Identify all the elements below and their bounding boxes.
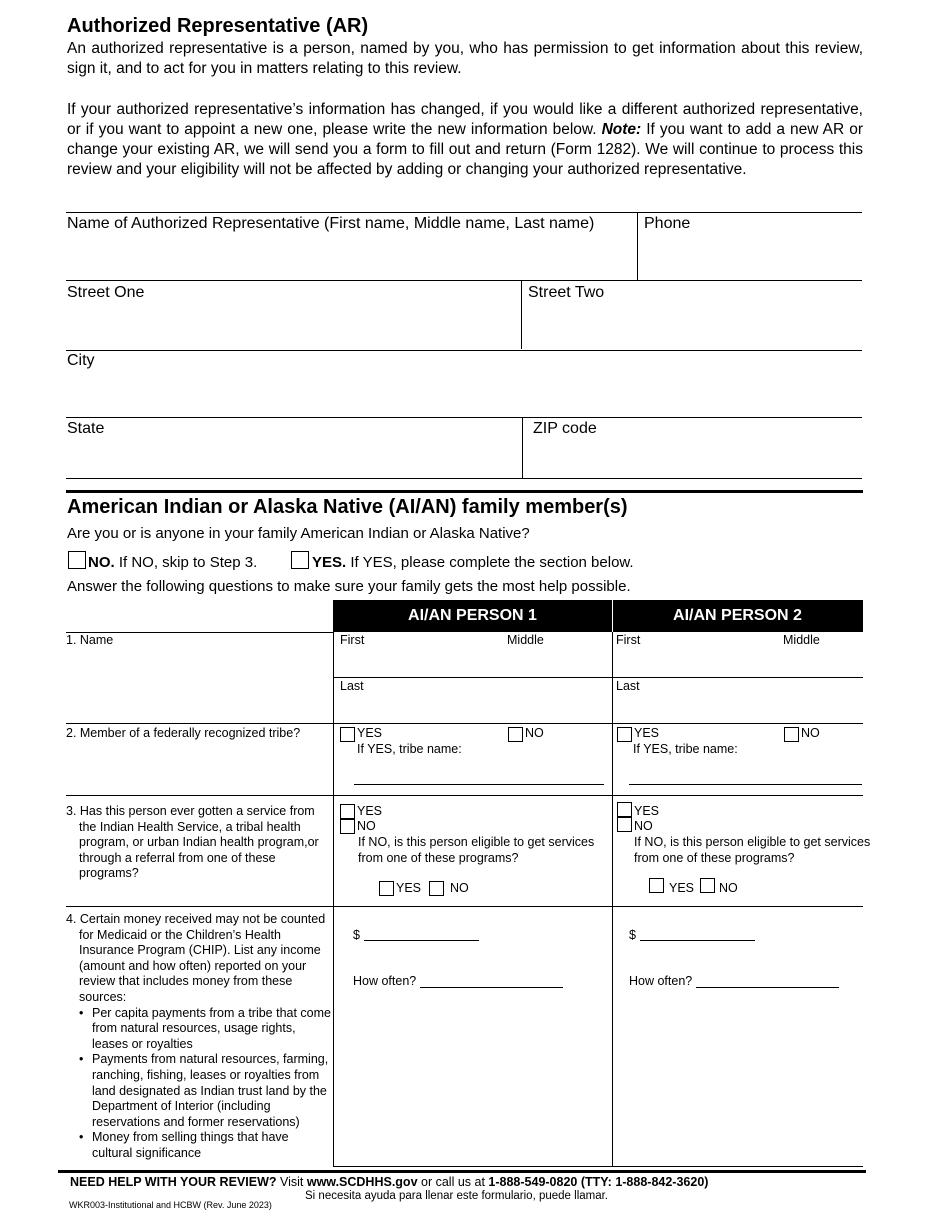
footer-phone: 1-888-549-0820 (TTY: 1-888-842-3620) xyxy=(488,1175,709,1189)
aian-no-checkbox[interactable] xyxy=(68,551,86,569)
footer-help: NEED HELP WITH YOUR REVIEW? Visit www.SCDHHS.gov or call us at 1-888-549-0820 (TTY: 1-888-842-3620) xyxy=(70,1175,709,1189)
ar-phone-label: Phone xyxy=(644,215,691,232)
p1-tribe-no-label: NO xyxy=(525,726,544,740)
p2-amount-field[interactable] xyxy=(640,940,755,941)
person1-header: AI/AN PERSON 1 xyxy=(333,600,612,632)
ar-street-two-field[interactable] xyxy=(524,304,860,348)
ar-city-field[interactable] xyxy=(66,372,860,416)
p1-tribe-yes-label: YES xyxy=(357,726,383,740)
p2-eligible-no-label: NO xyxy=(719,881,738,895)
ar-phone-field[interactable] xyxy=(640,236,860,278)
q4-bullet: • Money from selling things that have cultural significance xyxy=(92,1130,331,1161)
p2-eligible-yes-label: YES xyxy=(669,881,695,895)
q1-label: 1. Name xyxy=(66,633,114,647)
p1-how-often-field[interactable] xyxy=(420,987,563,988)
p2-tribe-no-label: NO xyxy=(801,726,820,740)
q4-bullets xyxy=(66,1006,331,1162)
ar-city-label: City xyxy=(67,352,95,369)
p1-eligible-yes-label: YES xyxy=(396,881,422,895)
p1-tribe-name-label: If YES, tribe name: xyxy=(357,742,462,756)
p2-eligible-yes-checkbox[interactable] xyxy=(649,878,664,893)
aian-instruction: Answer the following questions to make sure your family gets the most help possible. xyxy=(67,578,631,595)
p2-tribe-name-field[interactable] xyxy=(629,784,862,785)
ar-zip-label: ZIP code xyxy=(533,420,597,437)
aian-no-option: NO. If NO, skip to Step 3. xyxy=(88,554,258,571)
p1-ihs-yes-label: YES xyxy=(357,804,383,818)
p1-tribe-name-field[interactable] xyxy=(354,784,604,785)
ar-instructions: If your authorized representative’s information has changed, if you would like a different authorized representative, or if you want to appoint a new one, please write the new information below. Note: If you want to add a new AR or change your existing AR, we will send you a form to fill out and return (Form 1282). We will continue to process this review and your eligibility will not be affected by adding or changing your authorized representative. xyxy=(67,101,863,178)
p1-ihs-no-checkbox[interactable] xyxy=(340,819,355,834)
p1-middle-label: Middle xyxy=(507,633,544,647)
p1-eligible-no-checkbox[interactable] xyxy=(429,881,444,896)
p2-ihs-no-checkbox[interactable] xyxy=(617,817,632,832)
p2-middle-label: Middle xyxy=(783,633,820,647)
p2-last-field[interactable] xyxy=(614,695,861,721)
q4-block xyxy=(66,912,331,1162)
q3-label: 3. Has this person ever gotten a service from the Indian Health Service, a tribal health program, or urban Indian health program,or through a referral from one of these programs? xyxy=(66,804,319,881)
p2-tribe-no-checkbox[interactable] xyxy=(784,727,799,742)
aian-yes-option: YES. If YES, please complete the section below. xyxy=(312,554,634,571)
ar-zip-field[interactable] xyxy=(525,440,860,476)
p1-ihs-yes-checkbox[interactable] xyxy=(340,804,355,819)
aian-yes-checkbox[interactable] xyxy=(291,551,309,569)
footer-site-link[interactable]: www.SCDHHS.gov xyxy=(306,1175,418,1189)
aian-title: American Indian or Alaska Native (AI/AN) family member(s) xyxy=(67,496,628,518)
p2-how-often-label: How often? xyxy=(629,974,693,988)
p1-eligible-question: If NO, is this person eligible to get services from one of these programs? xyxy=(358,835,595,865)
q2-label: 2. Member of a federally recognized tribe? xyxy=(66,726,301,740)
p2-how-often-field[interactable] xyxy=(696,987,839,988)
person2-header: AI/AN PERSON 2 xyxy=(612,600,863,632)
p2-tribe-yes-checkbox[interactable] xyxy=(617,727,632,742)
ar-state-label: State xyxy=(67,420,105,437)
aian-question: Are you or is anyone in your family American Indian or Alaska Native? xyxy=(67,525,530,542)
p2-tribe-yes-label: YES xyxy=(634,726,660,740)
p2-first-middle-field[interactable] xyxy=(614,650,861,675)
p2-last-label: Last xyxy=(616,679,640,693)
ar-intro: An authorized representative is a person, named by you, who has permission to get information about this review, sign it, and to act for you in matters relating to this review. xyxy=(67,40,863,77)
ar-title: Authorized Representative (AR) xyxy=(67,15,369,37)
p1-eligible-yes-checkbox[interactable] xyxy=(379,881,394,896)
p1-last-label: Last xyxy=(340,679,364,693)
ar-street-one-label: Street One xyxy=(67,284,145,301)
p1-ihs-no-label: NO xyxy=(357,819,376,833)
p1-how-often-label: How often? xyxy=(353,974,417,988)
p2-ihs-yes-checkbox[interactable] xyxy=(617,802,632,817)
q4-bullet: • Payments from natural resources, farming, ranching, fishing, leases or royalties from land designated as Indian trust land by the Department of Interior (including reservations and former reservations) xyxy=(92,1052,331,1130)
ar-name-label: Name of Authorized Representative (First name, Middle name, Last name) xyxy=(67,215,595,232)
footer-rule xyxy=(58,1170,866,1173)
q4-label: 4. Certain money received may not be counted for Medicaid or the Children’s Health Insurance Program (CHIP). List any income (amount and how often) reported on your review that includes money from these sources: xyxy=(66,912,326,1004)
ar-state-field[interactable] xyxy=(66,440,518,476)
q4-bullet: • Per capita payments from a tribe that come from natural resources, usage rights, leases or royalties xyxy=(92,1006,331,1053)
p2-eligible-question: If NO, is this person eligible to get services from one of these programs? xyxy=(634,835,871,865)
ar-street-two-label: Street Two xyxy=(528,284,605,301)
p2-tribe-name-label: If YES, tribe name: xyxy=(633,742,738,756)
ar-name-field[interactable] xyxy=(66,236,634,278)
p2-dollar-sign: $ xyxy=(629,928,636,942)
section-divider xyxy=(66,490,863,493)
form-id: WKR003-Institutional and HCBW (Rev. June 2023) xyxy=(69,1200,272,1210)
p2-ihs-yes-label: YES xyxy=(634,804,660,818)
p1-amount-field[interactable] xyxy=(364,940,479,941)
p2-eligible-no-checkbox[interactable] xyxy=(700,878,715,893)
p2-first-label: First xyxy=(616,633,641,647)
p1-dollar-sign: $ xyxy=(353,928,360,942)
ar-street-one-field[interactable] xyxy=(66,304,518,348)
p1-first-middle-field[interactable] xyxy=(335,650,610,675)
p1-first-label: First xyxy=(340,633,365,647)
p2-ihs-no-label: NO xyxy=(634,819,653,833)
footer-spanish: Si necesita ayuda para llenar este formulario, puede llamar. xyxy=(305,1190,609,1202)
p1-tribe-yes-checkbox[interactable] xyxy=(340,727,355,742)
p1-last-field[interactable] xyxy=(335,695,610,721)
p1-tribe-no-checkbox[interactable] xyxy=(508,727,523,742)
p1-eligible-no-label: NO xyxy=(450,881,469,895)
